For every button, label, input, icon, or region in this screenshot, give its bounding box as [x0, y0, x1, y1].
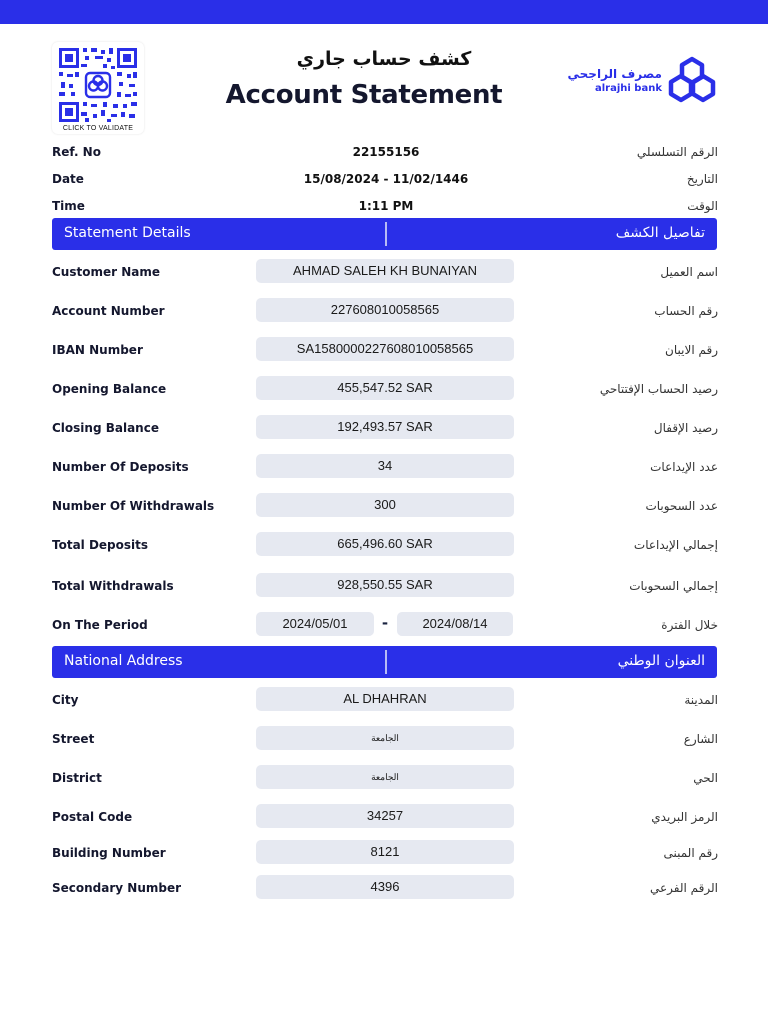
field-label-arabic: عدد السحوبات — [645, 499, 718, 513]
logo-text: alrajhi bank — [595, 83, 662, 94]
field-row-total-deposits — [52, 532, 718, 558]
meta-label: Time — [52, 199, 85, 213]
meta-label-arabic: الرقم التسلسلي — [636, 145, 718, 159]
field-label: Number Of Deposits — [52, 460, 189, 474]
field-row-deposits-count — [52, 454, 718, 480]
field-label-arabic: خلال الفترة — [661, 618, 718, 632]
alrajhi-logo-icon — [666, 56, 718, 104]
meta-label-arabic: التاريخ — [686, 172, 718, 186]
section-title-arabic: تفاصيل الكشف — [615, 225, 705, 241]
qr-code-icon — [57, 46, 139, 124]
meta-value: 15/08/2024 - 11/02/1446 — [303, 172, 469, 186]
field-label: Total Withdrawals — [52, 579, 174, 593]
meta-label: Date — [52, 172, 84, 186]
field-value: AL DHAHRAN — [256, 687, 514, 711]
field-label-arabic: رصيد الإقفال — [653, 421, 718, 435]
field-row-iban — [52, 337, 718, 363]
logo-text-arabic: مصرف الراجحي — [567, 67, 662, 81]
field-value: 192,493.57 SAR — [256, 415, 514, 439]
field-value: 227608010058565 — [256, 298, 514, 322]
field-row-secondary-number — [52, 875, 718, 901]
field-row-street — [52, 726, 718, 752]
field-label-arabic: الرمز البريدي — [651, 810, 718, 824]
field-value: 8121 — [256, 840, 514, 864]
top-brand-bar — [0, 0, 768, 24]
field-value: AHMAD SALEH KH BUNAIYAN — [256, 259, 514, 283]
qr-code-validate[interactable] — [52, 42, 144, 134]
field-value: 4396 — [256, 875, 514, 899]
period-separator: - — [381, 614, 389, 632]
meta-value: 22155156 — [352, 145, 420, 159]
field-value: SA1580000227608010058565 — [256, 337, 514, 361]
field-value: 300 — [256, 493, 514, 517]
meta-label: Ref. No — [52, 145, 101, 159]
meta-row-time — [52, 197, 718, 217]
bank-logo — [567, 56, 720, 104]
meta-label-arabic: الوقت — [687, 199, 718, 213]
field-row-building-number — [52, 840, 718, 866]
field-row-customer-name — [52, 259, 718, 285]
field-row-withdrawals-count — [52, 493, 718, 519]
field-label-arabic: المدينة — [684, 693, 718, 707]
field-label-arabic: رقم الحساب — [654, 304, 718, 318]
section-header-statement — [52, 218, 717, 250]
field-value: الجامعة — [256, 765, 514, 789]
field-label: Customer Name — [52, 265, 160, 279]
section-header-address — [52, 646, 717, 678]
field-label: Account Number — [52, 304, 165, 318]
field-value: 34257 — [256, 804, 514, 828]
field-label: Opening Balance — [52, 382, 167, 396]
field-row-opening-balance — [52, 376, 718, 402]
field-label-arabic: إجمالي الإيداعات — [633, 538, 718, 552]
field-row-total-withdrawals — [52, 573, 718, 599]
field-label: City — [52, 693, 79, 707]
field-label-arabic: عدد الإيداعات — [650, 460, 718, 474]
field-label: District — [52, 771, 102, 785]
meta-row-ref — [52, 143, 718, 163]
field-label: On The Period — [52, 618, 148, 632]
section-title-arabic: العنوان الوطني — [617, 653, 705, 669]
field-label-arabic: اسم العميل — [660, 265, 718, 279]
field-label: Street — [52, 732, 95, 746]
field-label: Building Number — [52, 846, 166, 860]
field-label-arabic: إجمالي السحوبات — [629, 579, 718, 593]
section-divider — [385, 222, 387, 246]
field-label: Postal Code — [52, 810, 133, 824]
field-value: 455,547.52 SAR — [256, 376, 514, 400]
field-label-arabic: الشارع — [683, 732, 718, 746]
meta-value: 1:11 PM — [358, 199, 414, 213]
field-label: Number Of Withdrawals — [52, 499, 215, 513]
meta-row-date — [52, 170, 718, 190]
field-label: IBAN Number — [52, 343, 143, 357]
qr-caption: CLICK TO VALIDATE — [62, 125, 134, 132]
section-title: Statement Details — [64, 225, 191, 241]
field-label-arabic: رصيد الحساب الإفتتاحي — [599, 382, 718, 396]
field-label-arabic: الحي — [693, 771, 718, 785]
field-row-period — [52, 612, 718, 638]
field-label-arabic: رقم الايبان — [665, 343, 718, 357]
field-row-city — [52, 687, 718, 713]
field-value: 928,550.55 SAR — [256, 573, 514, 597]
field-row-account-number — [52, 298, 718, 324]
field-label-arabic: رقم المبنى — [663, 846, 718, 860]
field-row-closing-balance — [52, 415, 718, 441]
field-value: 665,496.60 SAR — [256, 532, 514, 556]
field-label-arabic: الرقم الفرعي — [650, 881, 718, 895]
field-label: Total Deposits — [52, 538, 149, 552]
field-value: 34 — [256, 454, 514, 478]
section-title: National Address — [64, 653, 183, 669]
period-to-value: 2024/08/14 — [397, 612, 513, 636]
field-label: Closing Balance — [52, 421, 159, 435]
section-divider — [385, 650, 387, 674]
page-title: Account Statement — [225, 80, 503, 110]
field-value: الجامعة — [256, 726, 514, 750]
period-from-value: 2024/05/01 — [256, 612, 374, 636]
field-label: Secondary Number — [52, 881, 182, 895]
page-title-arabic: كشف حساب جاري — [296, 48, 472, 70]
field-row-district — [52, 765, 718, 791]
field-row-postal-code — [52, 804, 718, 830]
